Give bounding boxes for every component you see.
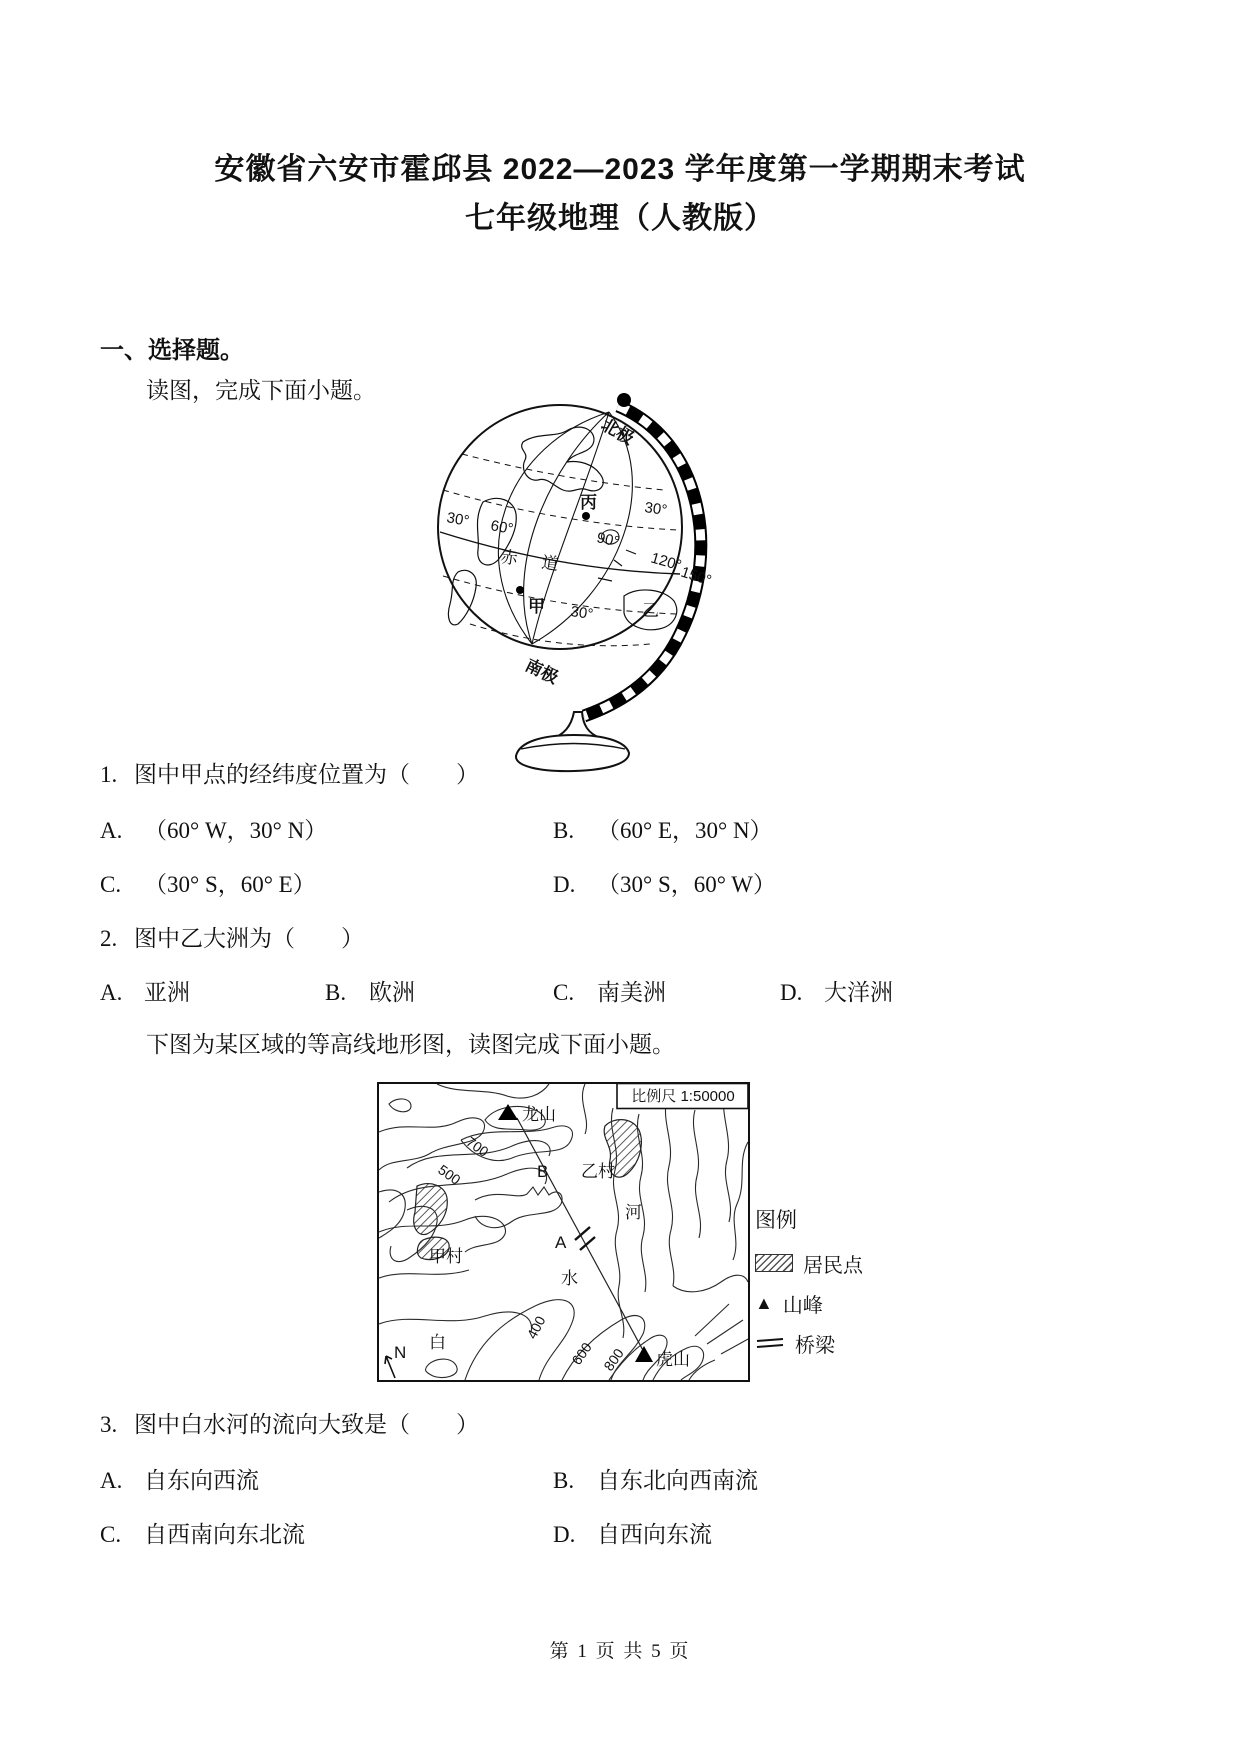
question-2-number: 2.: [100, 926, 118, 951]
peak-hushan-triangle: [635, 1346, 653, 1362]
contour-800-label: 800: [600, 1345, 627, 1374]
page-title: 安徽省六安市霍邱县 2022—2023 学年度第一学期期末考试: [214, 153, 1026, 186]
point-yi-label: 乙: [642, 601, 659, 620]
question-1-number: 1.: [100, 762, 118, 787]
q1-option-b: B. （60° E，30° N）: [553, 818, 773, 843]
village-jia-label: 甲村: [429, 1247, 463, 1266]
legend-title: 图例: [755, 1209, 797, 1232]
village-yi-label: 乙村: [581, 1162, 615, 1181]
q3-option-b: B. 自东北向西南流: [553, 1468, 758, 1493]
equator-label: 赤 道: [499, 547, 570, 576]
lat-30n-label: 30°: [643, 499, 669, 520]
village-jia-area-upper: [414, 1184, 448, 1235]
q1-option-c: C. （30° S，60° E）: [100, 872, 316, 897]
globe-illustration: [428, 382, 714, 782]
legend-item-peak: ▲ 山峰: [755, 1293, 823, 1317]
globe-stand-base: [516, 735, 629, 771]
lon-60-label: 60°: [489, 517, 515, 538]
q2-option-c: C. 南美洲: [553, 980, 666, 1005]
contour-400-label: 400: [523, 1313, 549, 1342]
bridge-lines-icon: [755, 1336, 785, 1350]
contour-map-figure: [377, 1082, 750, 1382]
point-bing-dot: [582, 512, 590, 520]
peak-longshan-label: 龙山: [522, 1105, 556, 1124]
point-a-label: A: [555, 1233, 567, 1252]
q1-option-a: A. （60° W，30° N）: [100, 818, 328, 843]
question-2-stem: 图中乙大洲为（ ）: [134, 926, 364, 951]
scale-label: 比例尺 1:50000: [631, 1088, 735, 1105]
question-1: [100, 756, 479, 789]
q1-option-d: D. （30° S，60° W）: [553, 872, 776, 897]
point-bing-label: 丙: [580, 493, 597, 512]
globe-figure: [428, 382, 714, 782]
contour-map-illustration: [377, 1082, 750, 1382]
q3-option-c: C. 自西南向东北流: [100, 1522, 305, 1547]
contour-700-label: 700: [463, 1133, 492, 1160]
contour-500-label: 500: [435, 1161, 464, 1188]
q2-option-d: D. 大洋洲: [780, 980, 893, 1005]
lon-90-label: 90°: [595, 529, 621, 551]
globe-north-pole-label: 北极: [598, 415, 637, 449]
map-legend: [755, 1204, 863, 1356]
river-char-shui: 水: [561, 1269, 578, 1288]
lat-30s-label: 30°: [569, 603, 595, 624]
question-3: [100, 1406, 479, 1439]
section-heading: 一、选择题。: [100, 337, 244, 364]
point-jia-dot: [516, 586, 524, 594]
lon-150-label: 150°: [678, 563, 714, 590]
peak-triangle-icon: ▲: [755, 1293, 773, 1313]
point-jia-label: 甲: [528, 597, 545, 616]
page-footer: 第 1 页 共 5 页: [549, 1641, 691, 1662]
q2-option-b: B. 欧洲: [325, 980, 415, 1005]
legend-item-settlement: 居民点: [755, 1250, 863, 1276]
globe-south-pole-label: 南极: [522, 655, 562, 688]
lon-120-label: 120°: [648, 549, 684, 575]
intro-text-2: 下图为某区域的等高线地形图，读图完成下面小题。: [146, 1032, 675, 1057]
q3-option-d: D. 自西向东流: [553, 1522, 712, 1547]
settlement-hatch-icon: [755, 1254, 793, 1272]
legend-item-bridge: 桥梁: [755, 1330, 863, 1356]
globe-axis-knob: [617, 393, 631, 407]
north-label: N: [394, 1343, 407, 1362]
question-2: [100, 920, 364, 953]
intro-text-1: 读图，完成下面小题。: [146, 378, 376, 403]
point-b-label: B: [537, 1162, 549, 1181]
q2-option-a: A. 亚洲: [100, 980, 190, 1005]
contour-600-label: 600: [568, 1339, 595, 1368]
question-3-number: 3.: [100, 1412, 118, 1437]
river-char-bai: 白: [429, 1333, 446, 1352]
page-subtitle: 七年级地理（人教版）: [465, 202, 775, 235]
q3-option-a: A. 自东向西流: [100, 1468, 259, 1493]
question-1-stem: 图中甲点的经纬度位置为（ ）: [134, 762, 479, 787]
lon-30-label: 30°: [445, 509, 471, 530]
question-3-stem: 图中白水河的流向大致是（ ）: [134, 1412, 479, 1437]
peak-hushan-label: 虎山: [656, 1350, 690, 1369]
river-char-he: 河: [625, 1203, 642, 1222]
